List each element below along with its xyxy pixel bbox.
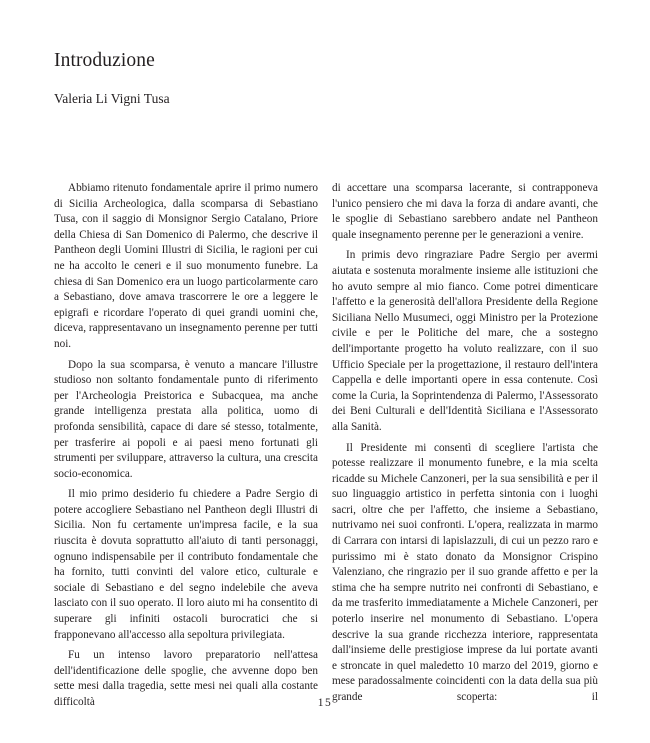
paragraph: Abbiamo ritenuto fondamentale aprire il primo numero di Sicilia Archeologica, dalla scomparsa di Sebastiano Tusa, con il saggio di Monsignor Sergio Catalano, Priore della Chiesa di San Domenico di Palermo, che descrive il Pantheon degli Uomini Illustri di Sicilia, le ragioni per cui ne ha accolto le ceneri e il suo monumento funebre. La chiesa di San Domenico era un luogo particolarmente caro a Sebastiano, dove amava trascorrere le ore a leggere le epigrafi e ricordare l'operato di quei grandi uomini che, diceva, rappresentavano un insegnamento perenne per tutti noi. xyxy=(54,182,318,350)
paragraph: In primis devo ringraziare Padre Sergio per avermi aiutata e sostenuta moralmente insieme alle istituzioni che ho avuto sempre al mio fianco. Come potrei dimenticare l'affetto e la generosità dell'allora Presidente della Regione Siciliana Nello Musumeci, oggi Ministro per la Protezione civile e per le Politiche del mare, che a sostegno dell'importante progetto ha voluto realizzare, con il suo Ufficio Speciale per la progettazione, il restauro dell'intera Cappella e delle importanti opere in essa contenute. Così come la Curia, la Soprintendenza di Palermo, l'Assessorato dei Beni Culturali e dell'Identità Siciliana e l'Assessorato alla Sanità. xyxy=(332,249,598,433)
page-title: Introduzione xyxy=(54,50,155,71)
paragraph: Fu un intenso lavoro preparatorio nell'attesa dell'identificazione delle spoglie, che avvenne dopo ben sette mesi dalla tragedia, sette mesi nei quali alla costante difficoltà xyxy=(54,649,318,708)
paragraph: Il Presidente mi consentì di scegliere l'artista che potesse realizzare il monumento funebre, e la mia scelta ricadde su Michele Canzoneri, per la sua sensibilità e per il suo linguaggio artistico in perfetta sintonia con i luoghi sacri, oltre che per l'affetto, che insieme a Sebastiano, nutrivamo nei suoi confronti. L'opera, realizzata in marmo di Carrara con intarsi di lapislazzuli, di cui un pezzo raro e purissimo mi è stato donato da Monsignor Crispino Valenziano, che ringrazio per il suo grande affetto e per la stima che ha sempre nutrito nei confronti di Sebastiano, e da me trasferito immediatamente a Michele Canzoneri, per poterlo inserire nel monumento di Sebastiano. L'opera descrive la sua grande ricchezza interiore, rappresentata dall'insieme delle prestigiose imprese da lui portate avanti e stroncate in quel maledetto 10 marzo del 2019, giorno e mese paradossalmente coincidenti con la data della sua più grande scoperta: il xyxy=(332,441,598,703)
right-text-column xyxy=(332,181,598,711)
page-number: 15 xyxy=(317,697,333,709)
author-name: Valeria Li Vigni Tusa xyxy=(54,91,170,106)
paragraph: Il mio primo desiderio fu chiedere a Padre Sergio di potere accogliere Sebastiano nel Pantheon degli Illustri di Sicilia. Non fu certamente un'impresa facile, e la sua riuscita è dovuta soprattutto all'aiuto di tanti personaggi, ognuno indispensabile per il contributo fondamentale che ha fornito, tutti convinti del valore etico, culturale e sociale di Sebastiano e del segno indelebile che aveva lasciato con il suo operato. Il loro aiuto mi ha consentito di superare gli infiniti ostacoli burocratici che si frapponevano all'accesso alla sepoltura privilegiata. xyxy=(54,488,318,641)
paragraph: di accettare una scomparsa lacerante, si contrapponeva l'unico pensiero che mi dava la forza di andare avanti, che le spoglie di Sebastiano sarebbero andate nel Pantheon quale insegnamento perenne per le generazioni a venire. xyxy=(332,182,598,241)
paragraph: Dopo la sua scomparsa, è venuto a mancare l'illustre studioso non soltanto fondamentale punto di riferimento per l'Archeologia Preistorica e Subacquea, ma anche grande intelligenza prestata alla politica, uomo di profonda sensibilità, capace di dare sé stesso, totalmente, per trasferire ai popoli e ai paesi meno fortunati gli strumenti per sviluppare, attraverso la cultura, una crescita socio-economica. xyxy=(54,358,318,480)
left-text-column xyxy=(54,181,318,716)
